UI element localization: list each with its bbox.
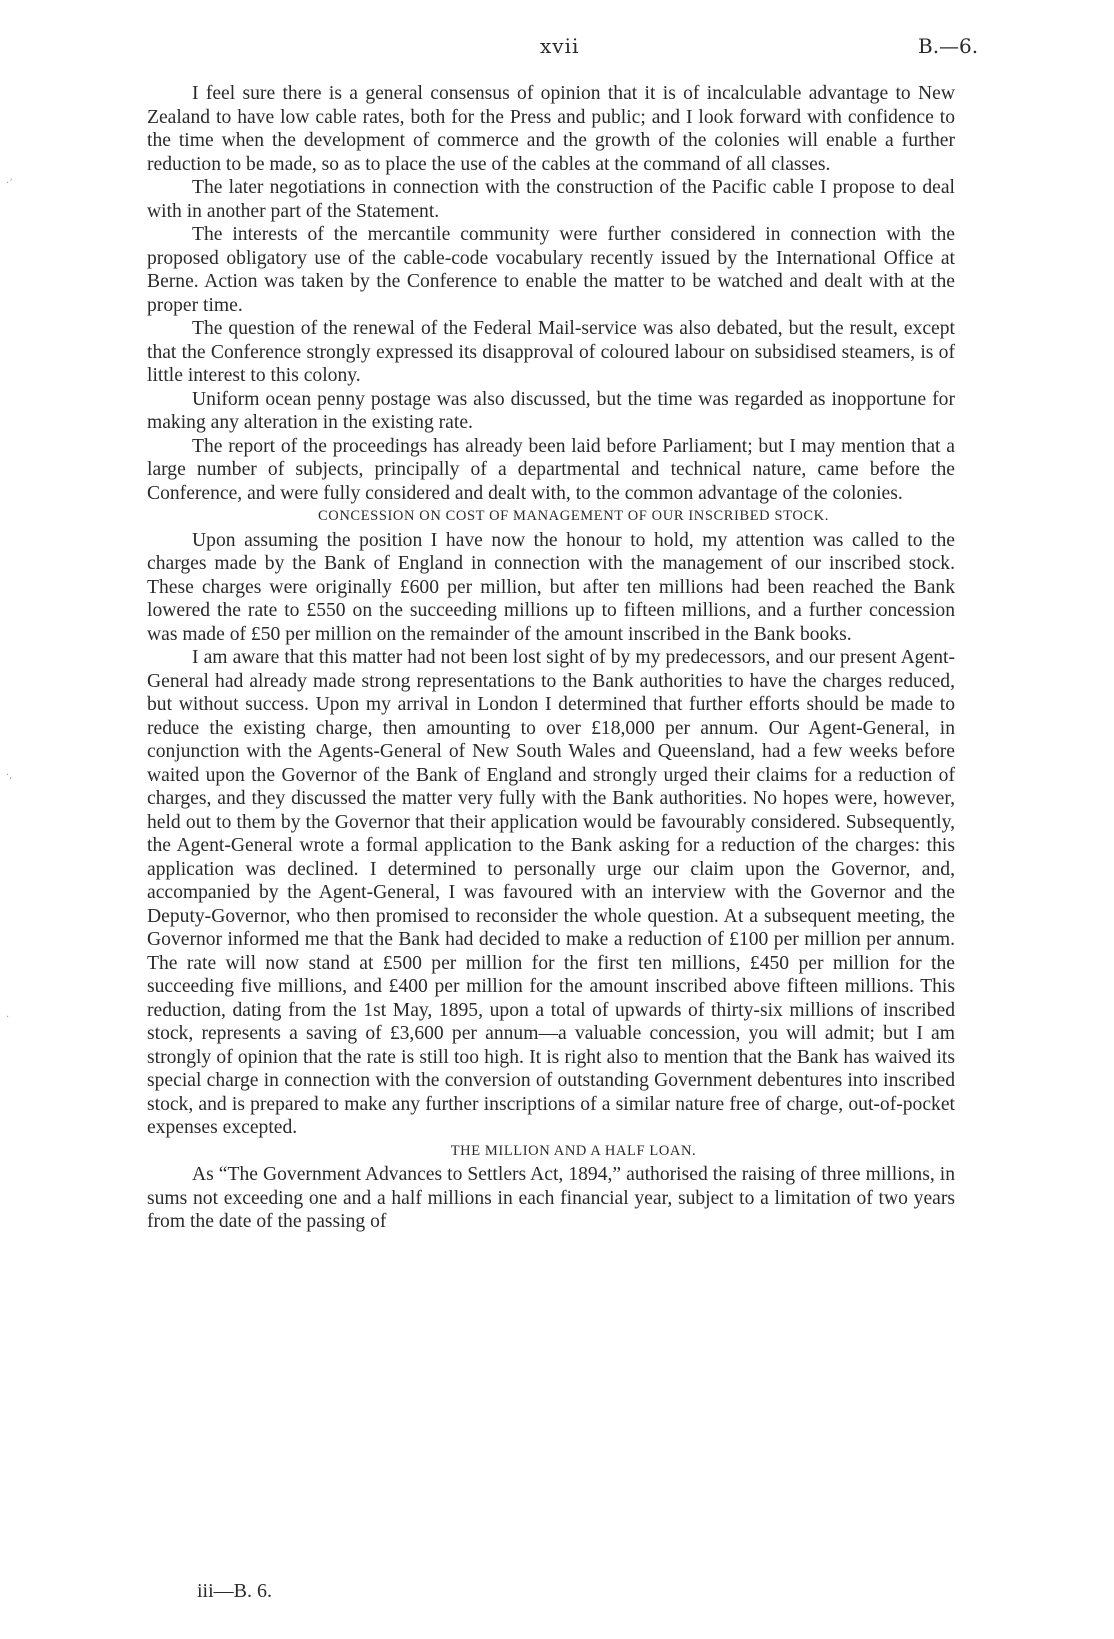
margin-mark: ·,	[6, 770, 13, 781]
margin-mark: ·	[6, 1012, 10, 1023]
signature-mark: iii—B. 6.	[197, 1580, 273, 1602]
page-number: xvii	[540, 34, 580, 58]
section-heading-concession: CONCESSION ON COST OF MANAGEMENT OF OUR INSCRIBED STOCK.	[318, 508, 829, 524]
paragraph: The later negotiations in connection with the construction of the Pacific cable I propose to deal with in another part of the Statement.	[147, 177, 955, 222]
document-code: B.—6.	[918, 34, 979, 58]
paragraph: I am aware that this matter had not been lost sight of by my predecessors, and our present Agent-General had already made strong representations to the Bank authorities to have the charges reduced, but without success. Upon my arrival in London I determined that further efforts should be made to reduce the existing charge, then amounting to over £18,000 per annum. Our Agent-General, in conjunction with the Agents-General of New South Wales and Queensland, had a few weeks before waited upon the Governor of the Bank of England and strongly urged their claims for a reduction of charges, and they discussed the matter very fully with the Bank authorities. No hopes were, however, held out to them by the Governor that their application would be favourably considered. Subsequently, the Agent-General wrote a formal application to the Bank asking for a reduction of the charges: this application was declined. I determined to personally urge our claim upon the Governor, and, accompanied by the Agent-General, I was favoured with an interview with the Governor and the Deputy-Governor, who then promised to reconsider the whole question. At a subsequent meeting, the Governor informed me that the Bank had decided to make a reduction of £100 per million per annum. The rate will now stand at £500 per million for the first ten millions, £450 per million for the succeeding five millions, and £400 per million for the amount inscribed above fifteen millions. This reduction, dating from the 1st May, 1895, upon a total of upwards of thirty-six millions of inscribed stock, represents a saving of £3,600 per annum—a valuable concession, you will admit; but I am strongly of opinion that the rate is still too high. It is right also to mention that the Bank has waived its special charge in connection with the conversion of outstanding Government debentures into inscribed stock, and is prepared to make any further inscriptions of a similar nature free of charge, out-of-pocket expenses excepted.	[147, 647, 955, 1138]
body-text	[147, 82, 955, 1234]
paragraph: As “The Government Advances to Settlers Act, 1894,” authorised the raising of three millions, in sums not exceeding one and a half millions in each financial year, subject to a limitation of two years from the date of the passing of	[147, 1164, 955, 1232]
paragraph: The question of the renewal of the Federal Mail-service was also debated, but the result, except that the Conference strongly expressed its disapproval of coloured labour on subsidised steamers, is of little interest to this colony.	[147, 318, 955, 386]
paragraph: The interests of the mercantile community were further considered in connection with the proposed obligatory use of the cable-code vocabulary recently issued by the International Office at Berne. Action was taken by the Conference to enable the matter to be watched and dealt with at the proper time.	[147, 224, 955, 316]
section-heading-loan: THE MILLION AND A HALF LOAN.	[450, 1142, 697, 1159]
page-header	[0, 28, 1114, 58]
paragraph: Uniform ocean penny postage was also discussed, but the time was regarded as inopportune for making any alteration in the existing rate.	[147, 388, 955, 433]
paragraph: The report of the proceedings has already been laid before Parliament; but I may mention that a large number of subjects, principally of a departmental and technical nature, came before the Conference, and were fully considered and dealt with, to the common advantage of the colonies.	[147, 435, 955, 504]
paragraph: Upon assuming the position I have now the honour to hold, my attention was called to the charges made by the Bank of England in connection with the management of our inscribed stock. These charges were originally £600 per million, but after ten millions had been reached the Bank lowered the rate to £550 on the succeeding millions up to fifteen millions, and a further concession was made of £50 per million on the remainder of the amount inscribed in the Bank books.	[147, 529, 955, 645]
paragraph: I feel sure there is a general consensus of opinion that it is of incalculable advantage to New Zealand to have low cable rates, both for the Press and public; and I look forward with confidence to the time when the development of commerce and the growth of the colonies will enable a further reduction to be made, so as to place the use of the cables at the command of all classes.	[147, 83, 955, 175]
margin-mark: ·ʼ	[6, 178, 13, 189]
